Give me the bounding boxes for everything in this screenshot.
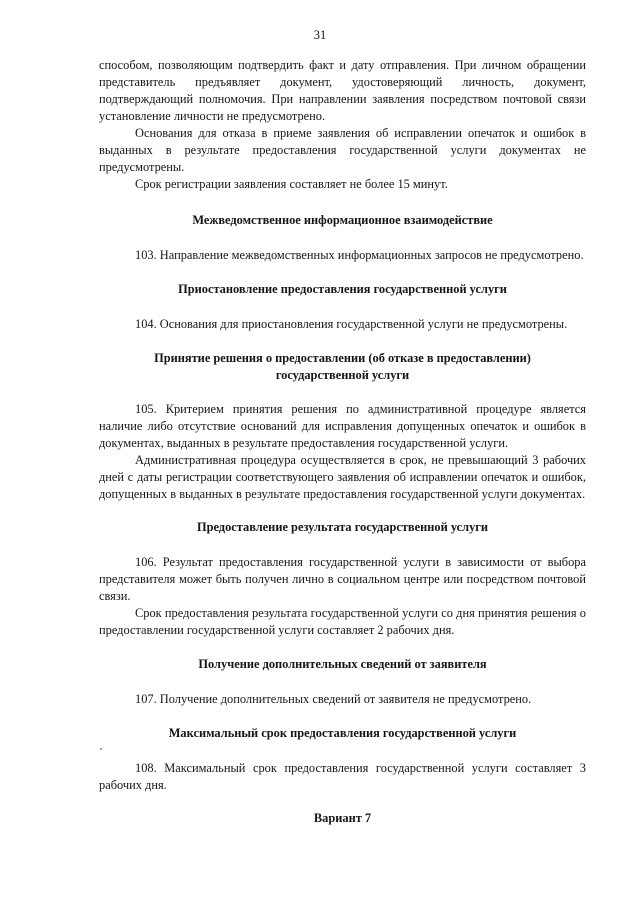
section-paragraph: Административная процедура осуществляется в срок, не превышающий 3 рабочих дней с даты регистрации соответствующего заявления об исправлении опечаток и ошибок, допущенных в выданных в результате предоставления государственной услуги документах. <box>99 453 586 501</box>
section-text-block <box>99 760 586 794</box>
section-paragraph: 106. Результат предоставления государственной услуги в зависимости от выбора представителя может быть получен лично в социальном центре или посредством почтовой связи. <box>99 555 586 603</box>
intro-paragraph: способом, позволяющим подтвердить факт и дату отправления. При личном обращении представитель предъявляет документ, удостоверяющий личность, документ, подтверждающий полномочия. При направлении заявления посредством почтовой связи установление личности не предусмотрено. <box>99 58 586 123</box>
section-paragraph: 105. Критерием принятия решения по административной процедуре является наличие либо отсутствие оснований для исправления допущенных опечаток и ошибок в документах, выданных в результате предоставления государственной услуги. <box>99 402 586 450</box>
section-heading-line: государственной услуги <box>275 368 410 382</box>
section-paragraph: 107. Получение дополнительных сведений от заявителя не предусмотрено. <box>135 692 532 706</box>
section-text-block <box>99 691 586 708</box>
section-heading: Максимальный срок предоставления государственной услуги <box>168 726 517 740</box>
section-paragraph: Срок предоставления результата государственной услуги со дня принятия решения о предоставлении государственной услуги составляет 2 рабочих дня. <box>99 606 586 637</box>
scan-speck <box>100 748 102 750</box>
variant-heading: Вариант 7 <box>313 811 372 825</box>
section-paragraph: 103. Направление межведомственных информационных запросов не предусмотрено. <box>135 248 584 262</box>
section-text-block <box>99 554 586 639</box>
intro-text-block <box>99 57 586 193</box>
section-heading <box>99 350 586 384</box>
section-heading-line: Принятие решения о предоставлении (об отказе в предоставлении) <box>154 351 531 365</box>
intro-paragraph: Срок регистрации заявления составляет не более 15 минут. <box>135 177 448 191</box>
section-heading: Межведомственное информационное взаимодействие <box>192 213 493 227</box>
section-heading: Предоставление результата государственной услуги <box>196 520 489 534</box>
section-heading: Приостановление предоставления государственной услуги <box>178 282 507 296</box>
section-text-block <box>99 401 586 503</box>
section-paragraph: 108. Максимальный срок предоставления государственной услуги составляет 3 рабочих дня. <box>99 761 586 792</box>
page-number: 31 <box>313 28 327 42</box>
section-text-block <box>99 316 586 333</box>
section-text-block <box>99 247 586 264</box>
section-heading: Получение дополнительных сведений от заявителя <box>198 657 487 671</box>
section-paragraph: 104. Основания для приостановления государственной услуги не предусмотрены. <box>135 317 568 331</box>
intro-paragraph: Основания для отказа в приеме заявления об исправлении опечаток и ошибок в выданных в результате предоставления государственной услуги документах не предусмотрены. <box>99 126 586 174</box>
